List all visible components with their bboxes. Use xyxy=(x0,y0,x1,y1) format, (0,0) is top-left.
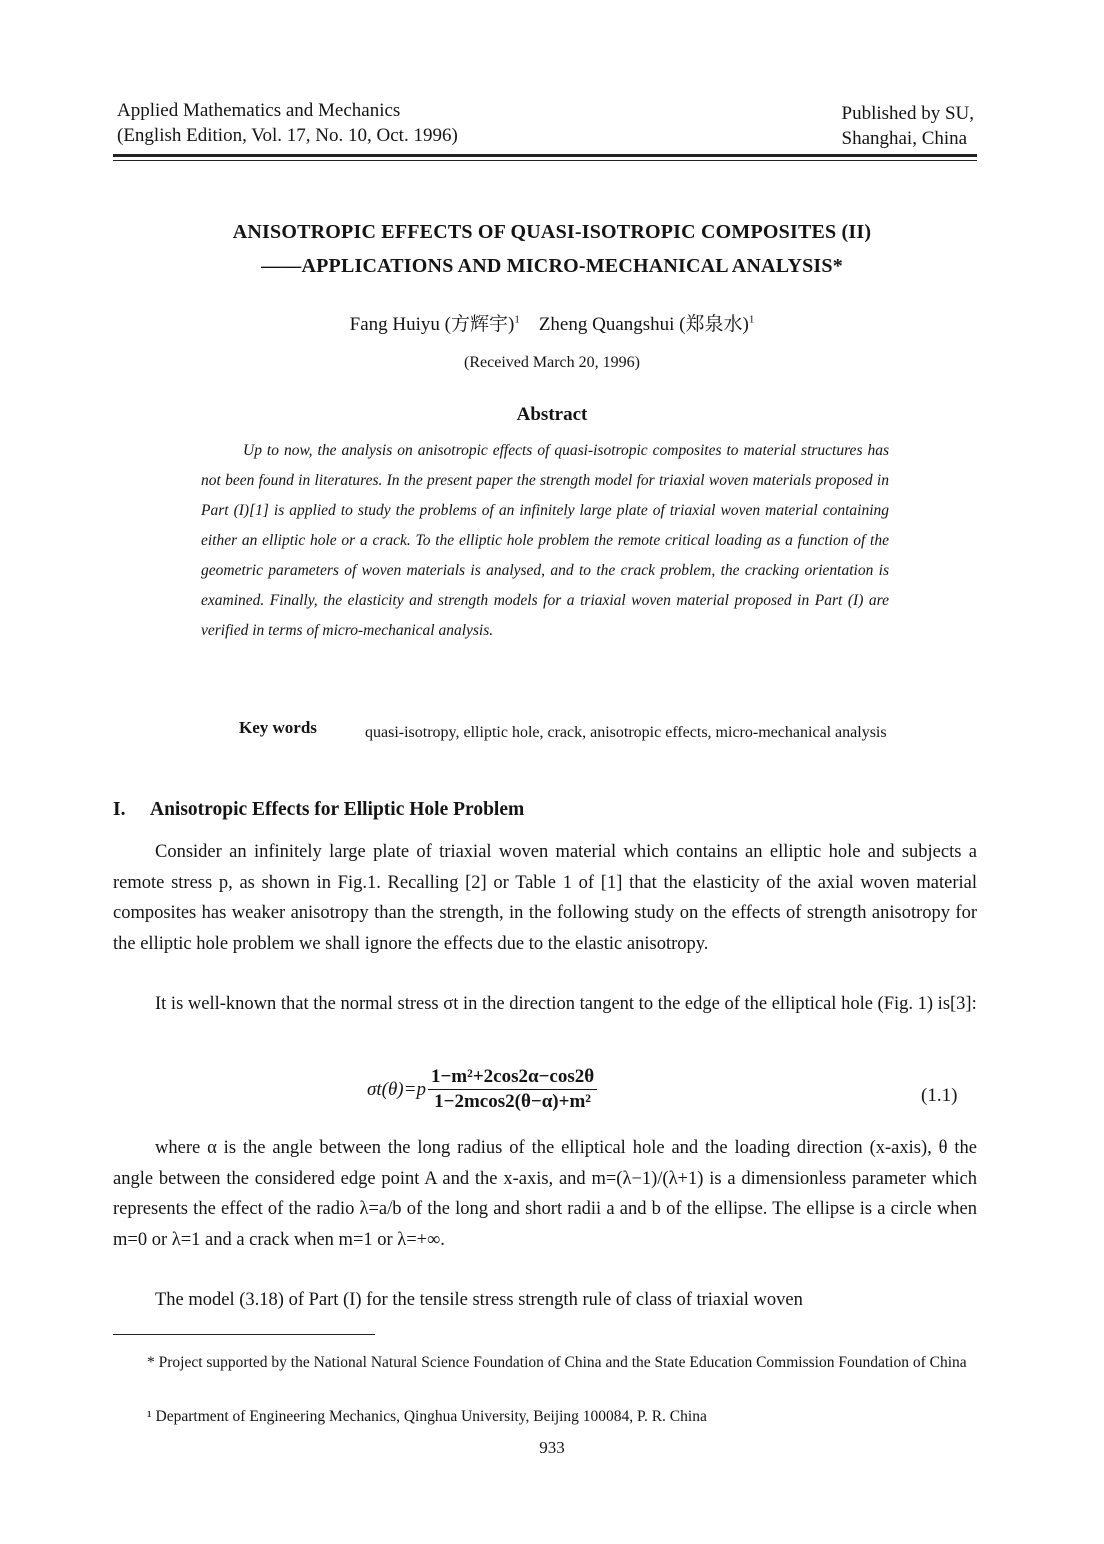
header-rule-thin xyxy=(113,160,977,161)
footnote-rule xyxy=(113,1334,375,1335)
page-number: 933 xyxy=(539,1438,565,1457)
header-rule-thick xyxy=(113,154,977,157)
equation-denominator: 1−2mcos2(θ−α)+m² xyxy=(434,1091,591,1112)
author-2-affiliation-mark: 1 xyxy=(748,313,755,326)
keywords-label: Key words xyxy=(239,718,317,737)
paragraph-4: The model (3.18) of Part (I) for the tensile stress strength rule of class of triaxial woven xyxy=(155,1290,803,1310)
equation-fraction xyxy=(428,1066,597,1113)
abstract-heading: Abstract xyxy=(516,404,588,425)
section-heading xyxy=(113,799,524,821)
paragraph-1: Consider an infinitely large plate of triaxial woven material which contains an elliptic hole and subjects a remote stress p, as shown in Fig.1. Recalling [2] or Table 1 of [1] that the elasticity of the axial woven material composites has weaker anisotropy than the strength, in the following study on the effects of strength anisotropy for the elliptic hole problem we shall ignore the effects due to the elastic anisotropy. xyxy=(113,842,977,954)
keywords-text: quasi-isotropy, elliptic hole, crack, anisotropic effects, micro-mechanical analysis xyxy=(365,724,887,741)
footnote-affiliation: ¹ Department of Engineering Mechanics, Qinghua University, Beijing 100084, P. R. China xyxy=(147,1408,707,1425)
section-title: Anisotropic Effects for Elliptic Hole Problem xyxy=(150,799,525,820)
publisher-header xyxy=(842,101,975,151)
author-1: Fang Huiyu (方辉宇) xyxy=(349,314,515,335)
equation-1-1 xyxy=(367,1066,597,1113)
abstract-body: Up to now, the analysis on anisotropic effects of quasi-isotropic composites to material structures has not been found in literatures. In the present paper the strength model for triaxial woven materials proposed in Part (I)[1] is applied to study the problems of an infinitely large plate of triaxial woven material containing either an elliptic hole or a crack. To the elliptic hole problem the remote critical loading as a function of the geometric parameters of woven materials is analysed, and to the crack problem, the cracking orientation is examined. Finally, the elasticity and strength models for a triaxial woven material proposed in Part (I) are verified in terms of micro-mechanical analysis. xyxy=(201,442,889,639)
publisher-location: Shanghai, China xyxy=(841,128,968,149)
author-2: Zheng Quangshui (郑泉水) xyxy=(538,314,749,335)
footnote-funding: * Project supported by the National Natural Science Foundation of China and the State Education Commission Foundation of China xyxy=(147,1354,967,1371)
paper-title xyxy=(0,215,1104,283)
equation-lhs: σt(θ)=p xyxy=(367,1078,426,1100)
journal-header xyxy=(117,98,458,148)
received-date: (Received March 20, 1996) xyxy=(464,354,640,371)
equation-number: (1.1) xyxy=(921,1085,958,1106)
equation-numerator: 1−m²+2cos2α−cos2θ xyxy=(428,1066,597,1090)
author-1-affiliation-mark: 1 xyxy=(514,313,520,326)
author-list xyxy=(0,309,1104,336)
paragraph-3: where α is the angle between the long radius of the elliptical hole and the loading direction (x-axis), θ the angle between the considered edge point A and the x-axis, and m=(λ−1)/(λ+1) is a dimensionless parameter which represents the effect of the radio λ=a/b of the long and short radii a and b of the ellipse. The ellipse is a circle when m=0 or λ=1 and a crack when m=1 or λ=+∞. xyxy=(113,1138,977,1250)
title-line-2: ——APPLICATIONS AND MICRO-MECHANICAL ANALYSIS* xyxy=(261,255,843,277)
publisher-name: Published by SU, xyxy=(841,103,974,124)
section-number: I. xyxy=(113,799,126,820)
paragraph-2: It is well-known that the normal stress σt in the direction tangent to the edge of the elliptical hole (Fig. 1) is[3]: xyxy=(155,994,977,1014)
journal-title: Applied Mathematics and Mechanics xyxy=(117,100,401,121)
title-line-1: ANISOTROPIC EFFECTS OF QUASI-ISOTROPIC COMPOSITES (II) xyxy=(232,221,872,243)
journal-edition: (English Edition, Vol. 17, No. 10, Oct. 1996) xyxy=(117,125,458,146)
